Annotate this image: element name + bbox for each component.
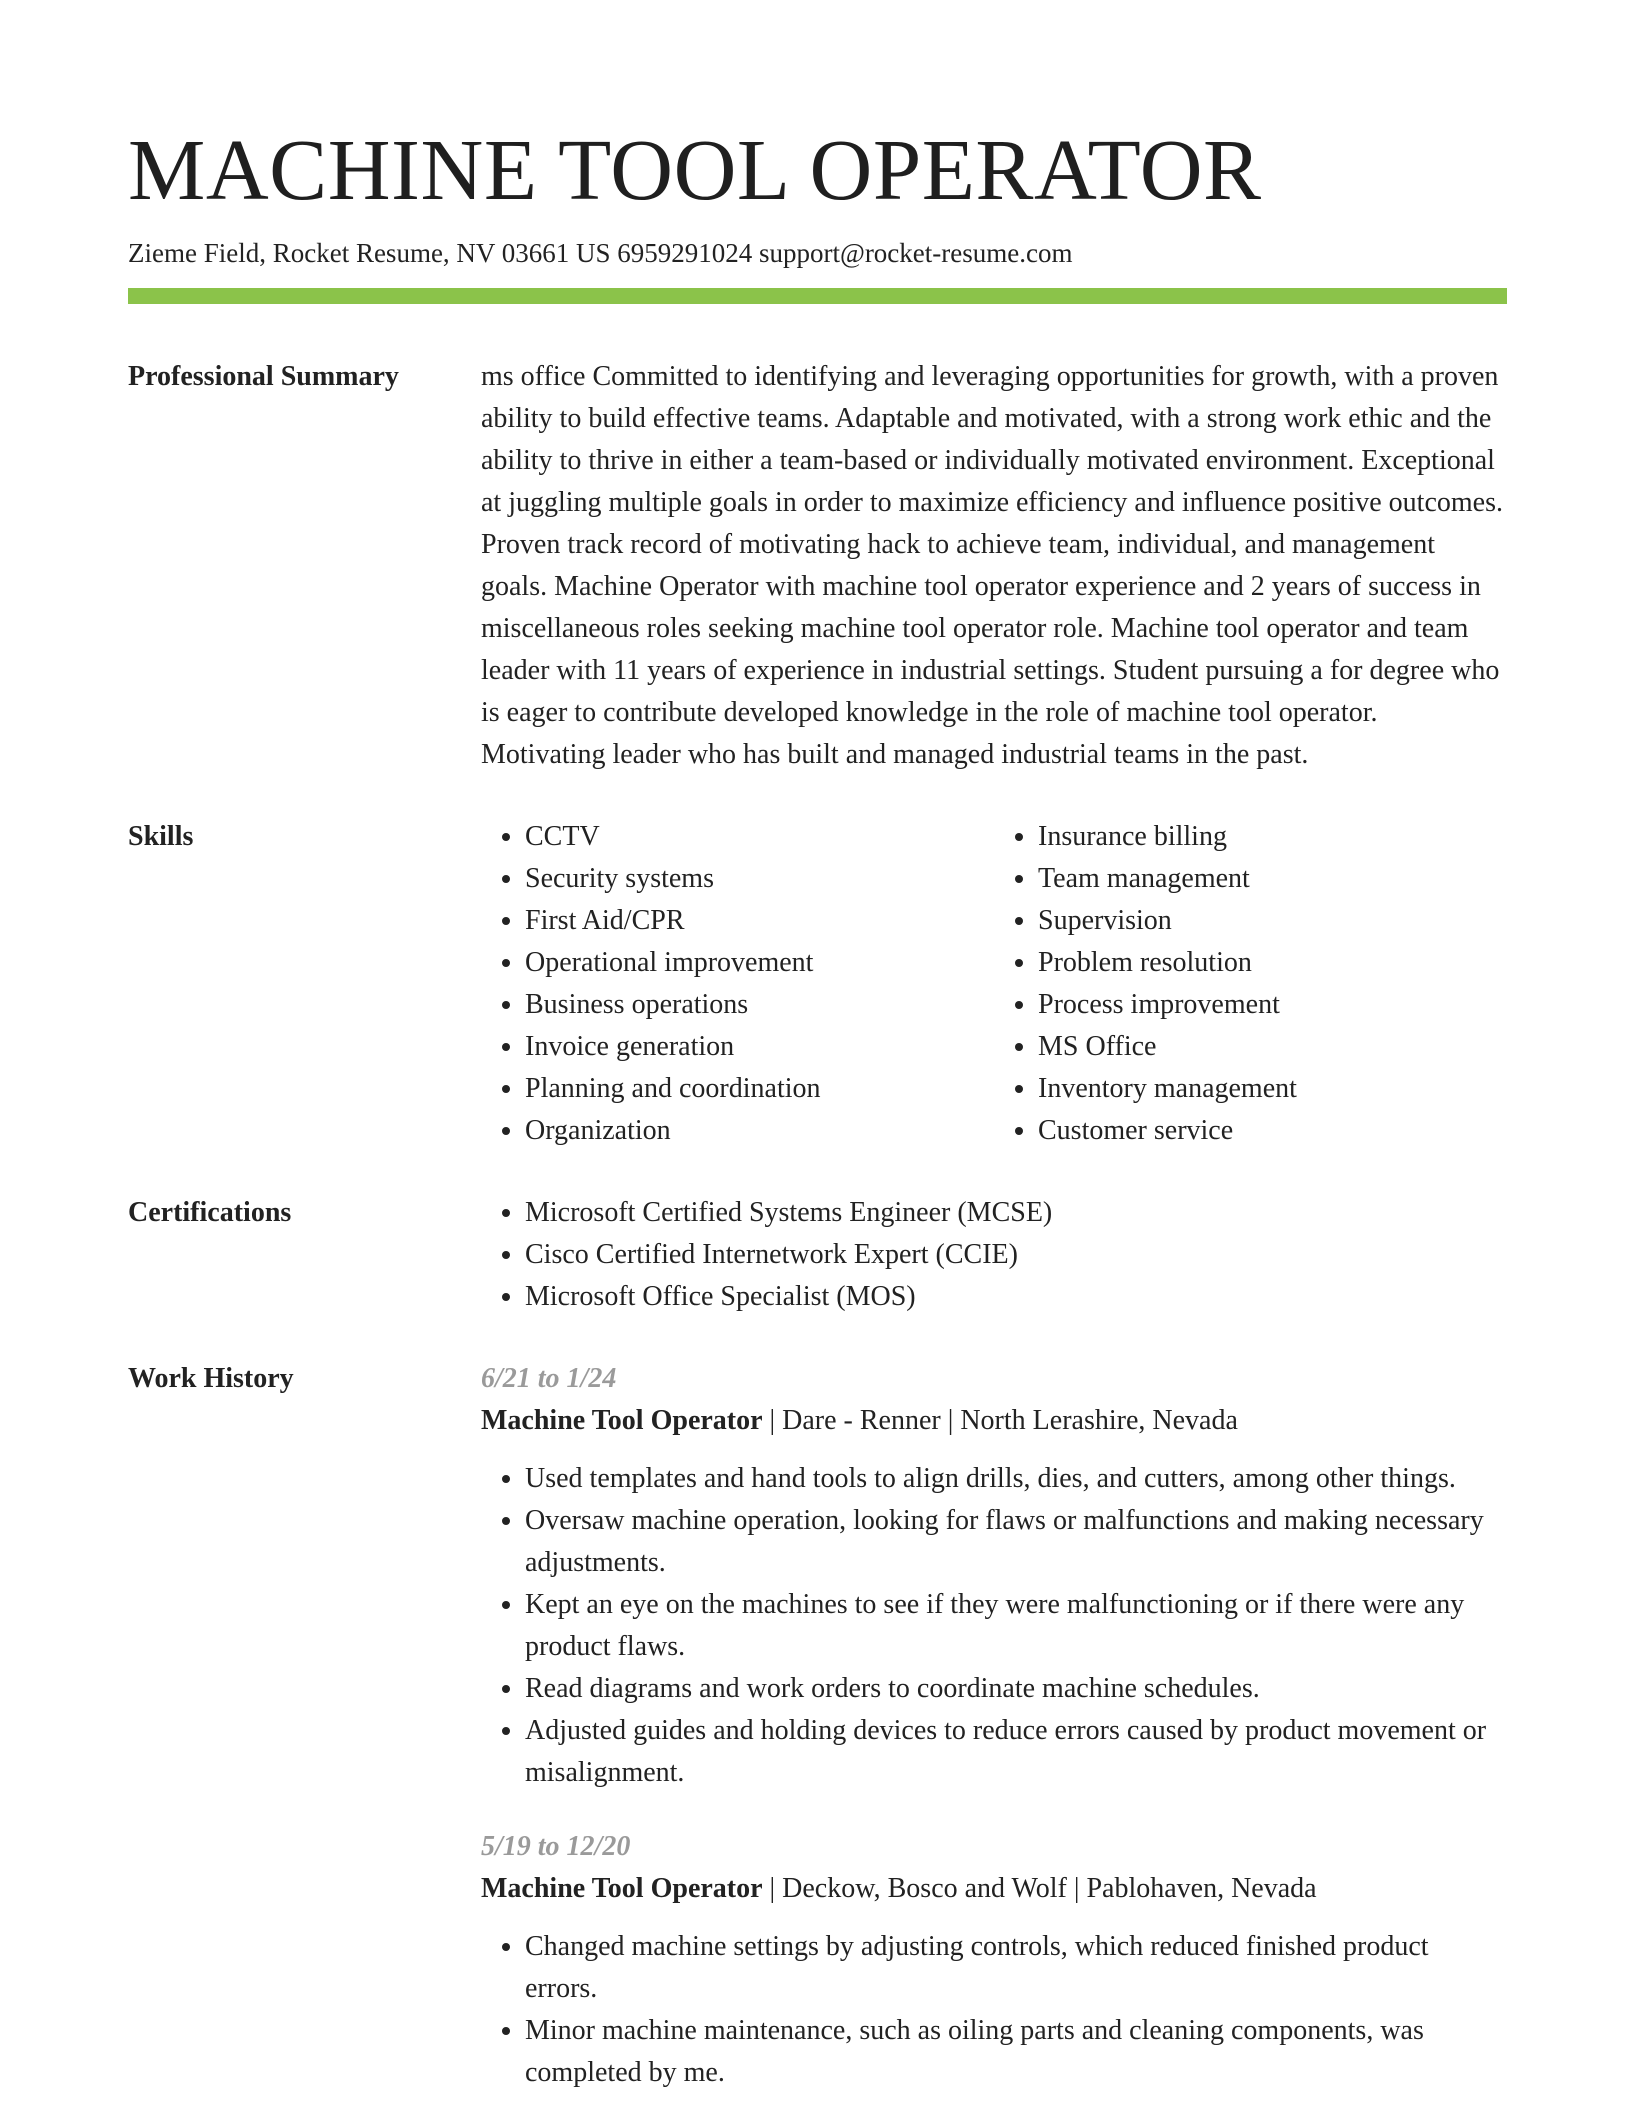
job-bullet: • Used templates and hand tools to align drills, dies, and cutters, among other things.: [525, 1458, 1507, 1500]
job-title: Machine Tool Operator: [481, 1873, 763, 1905]
accent-divider: [128, 288, 1507, 304]
certification-item: • Microsoft Office Specialist (MOS): [525, 1276, 1507, 1318]
job-entry: [481, 1358, 1507, 1794]
skill-item: • Inventory management: [1038, 1068, 1507, 1110]
job-bullet: • Oversaw machine operation, looking for flaws or malfunctions and making necessary adjustments.: [525, 1500, 1507, 1584]
certifications-list: [481, 1192, 1507, 1318]
job-bullet: • Kept an eye on the machines to see if they were malfunctioning or if there were any product flaws.: [525, 1584, 1507, 1668]
section-label-skills: Skills: [128, 821, 194, 853]
job-bullet: • Minor machine maintenance, such as oiling parts and cleaning components, was completed by me.: [525, 2010, 1507, 2094]
section-label-summary: Professional Summary: [128, 361, 399, 393]
skill-item: • Team management: [1038, 858, 1507, 900]
work-history-section: [128, 1358, 1507, 2094]
job-bullet: • Changed machine settings by adjusting controls, which reduced finished product errors.: [525, 1926, 1507, 2010]
contact-line: Zieme Field, Rocket Resume, NV 03661 US 6959291024 support@rocket-resume.com: [128, 238, 1073, 268]
certification-item: • Cisco Certified Internetwork Expert (CCIE): [525, 1234, 1507, 1276]
job-bullets: [481, 1458, 1507, 1794]
skill-item: • Supervision: [1038, 900, 1507, 942]
skill-item: • CCTV: [525, 816, 994, 858]
job-details: | Deckow, Bosco and Wolf | Pablohaven, Nevada: [762, 1873, 1317, 1905]
section-label-certifications: Certifications: [128, 1197, 292, 1229]
skill-item: • Invoice generation: [525, 1026, 994, 1068]
skill-item: • Customer service: [1038, 1110, 1507, 1152]
summary-body: [481, 356, 1507, 776]
summary-text: ms office Committed to identifying and leveraging opportunities for growth, with a proven ability to build effective teams. Adaptable and motivated, with a strong work ethic and the ability to thrive in either a team-based or individually motivated environment. Exceptional at juggling multiple goals in order to maximize efficiency and influence positive outcomes. Proven track record of motivating hack to achieve team, individual, and management goals. Machine Operator with machine tool operator experience and 2 years of success in miscellaneous roles seeking machine tool operator role. Machine tool operator and team leader with 11 years of experience in industrial settings. Student pursuing a for degree who is eager to contribute developed knowledge in the role of machine tool operator. Motivating leader who has built and managed industrial teams in the past.: [481, 361, 1503, 771]
skill-item: • Planning and coordination: [525, 1068, 994, 1110]
skill-item: • Insurance billing: [1038, 816, 1507, 858]
skill-item: • Process improvement: [1038, 984, 1507, 1026]
job-dates: 6/21 to 1/24: [481, 1363, 617, 1395]
skills-section: [128, 816, 1507, 1152]
job-title: Machine Tool Operator: [481, 1405, 763, 1437]
job-details: | Dare - Renner | North Lerashire, Nevada: [762, 1405, 1238, 1437]
job-bullet: • Adjusted guides and holding devices to reduce errors caused by product movement or misalignment.: [525, 1710, 1507, 1794]
skill-item: • MS Office: [1038, 1026, 1507, 1068]
skills-list-left: [481, 816, 994, 1152]
job-bullets: [481, 1926, 1507, 2094]
resume-title: MACHINE TOOL OPERATOR: [128, 121, 1262, 218]
summary-section: [128, 356, 1507, 776]
skill-item: • Business operations: [525, 984, 994, 1026]
job-entry: [481, 1826, 1507, 2094]
certification-item: • Microsoft Certified Systems Engineer (MCSE): [525, 1192, 1507, 1234]
skill-item: • Problem resolution: [1038, 942, 1507, 984]
job-heading: [481, 1400, 1507, 1442]
skill-item: • Operational improvement: [525, 942, 994, 984]
certifications-section: [128, 1192, 1507, 1318]
job-heading: [481, 1868, 1507, 1910]
section-label-work-history: Work History: [128, 1363, 294, 1395]
skill-item: • Security systems: [525, 858, 994, 900]
certifications-body: [481, 1192, 1507, 1318]
skills-list-right: [994, 816, 1507, 1152]
skills-body: [481, 816, 1507, 1152]
job-dates: 5/19 to 12/20: [481, 1831, 631, 1863]
job-bullet: • Read diagrams and work orders to coordinate machine schedules.: [525, 1668, 1507, 1710]
work-history-body: [481, 1358, 1507, 2094]
skill-item: • First Aid/CPR: [525, 900, 994, 942]
skill-item: • Organization: [525, 1110, 994, 1152]
